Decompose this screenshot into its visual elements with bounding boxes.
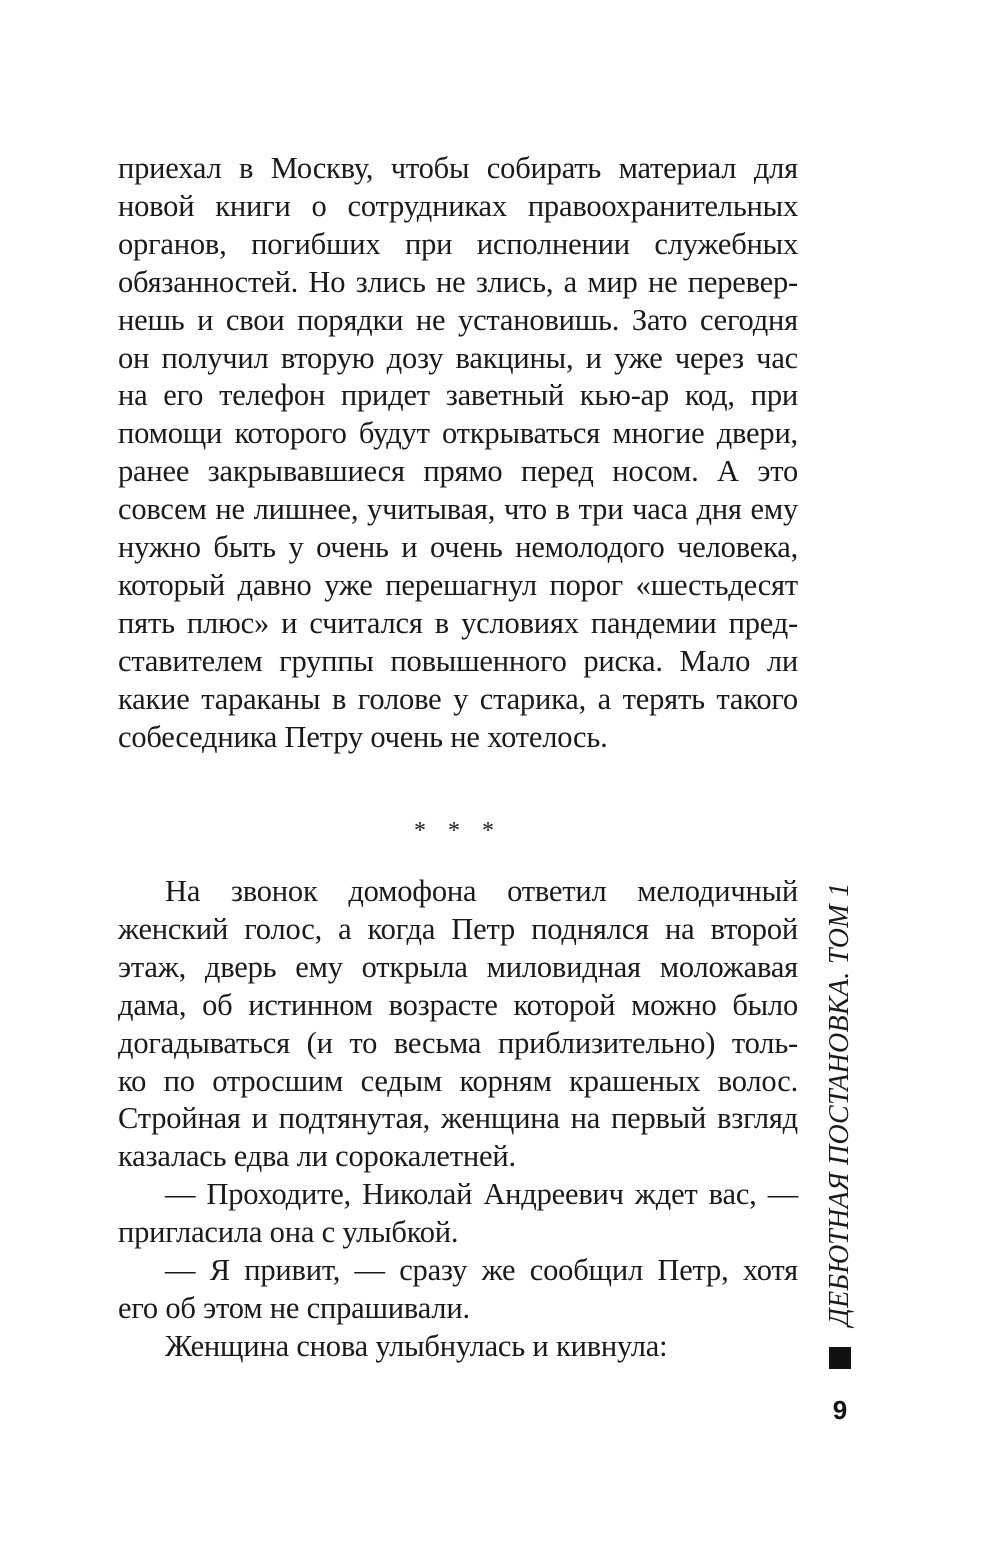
text-line: приехал в Москву, чтобы собирать материал для	[118, 151, 798, 185]
text-line: Стройная и подтянутая, женщина на первый взгляд	[118, 1101, 798, 1136]
text-line: нужно быть у очень и очень немолодого человека,	[118, 530, 798, 565]
text-line: он получил вторую дозу вакцины, и уже через час	[118, 340, 798, 375]
square-marker-icon	[829, 1347, 851, 1369]
paragraph-new-section	[118, 873, 798, 1366]
text-line: новой книги о сотрудниках правоохранительных	[118, 188, 798, 223]
paragraph-continued	[118, 150, 798, 757]
text-line: собеседника Петру очень не хотелось.	[118, 719, 608, 754]
dialogue-line: пригласила она с улыбкой.	[118, 1215, 459, 1250]
text-line: женский голос, а когда Петр поднялся на второй	[118, 911, 798, 946]
text-line: пять плюс» и считался в условиях пандемии пред-	[118, 605, 798, 640]
text-line: На звонок домофона ответил мелодичный	[165, 874, 798, 908]
text-line: дама, об истинном возрасте которой можно было	[118, 987, 798, 1022]
section-separator: * * *	[414, 818, 502, 844]
text-line: помощи которого будут открываться многие двери,	[118, 416, 798, 451]
running-head-title: ДЕБЮТНАЯ ПОСТАНОВКА. ТОМ 1	[824, 882, 855, 1326]
text-line: догадываться (и то весьма приблизительно) толь-	[118, 1025, 798, 1060]
text-line: этаж, дверь ему открыла миловидная моложавая	[118, 949, 798, 984]
text-line: обязанностей. Но злись не злись, а мир не перевер-	[118, 264, 798, 299]
dialogue-line: — Проходите, Николай Андреевич ждет вас, —	[165, 1177, 798, 1212]
text-line: ко по отросшим седым корням крашеных волос.	[118, 1063, 798, 1098]
text-line: Женщина снова улыбнулась и кивнула:	[165, 1328, 668, 1363]
page-number: 9	[832, 1395, 848, 1425]
text-line: нешь и свои порядки не установишь. Зато сегодня	[118, 302, 798, 337]
text-line: органов, погибших при исполнении служебных	[118, 226, 798, 261]
dialogue-line: — Я привит, — сразу же сообщил Петр, хотя	[165, 1253, 798, 1288]
text-line: казалась едва ли сорокалетней.	[118, 1139, 516, 1174]
text-line: его об этом не спрашивали.	[118, 1290, 470, 1325]
text-line: какие тараканы в голове у старика, а терять такого	[118, 681, 798, 716]
text-line: совсем не лишнее, учитывая, что в три часа дня ему	[118, 492, 798, 527]
running-head	[820, 866, 860, 1326]
text-line: ранее закрывавшиеся прямо перед носом. А это	[118, 454, 798, 489]
text-line: который давно уже перешагнул порог «шестьдесят	[118, 567, 798, 602]
text-line: ставителем группы повышенного риска. Мало ли	[118, 643, 798, 678]
text-line: на его телефон придет заветный кью-ар код, при	[118, 378, 798, 413]
